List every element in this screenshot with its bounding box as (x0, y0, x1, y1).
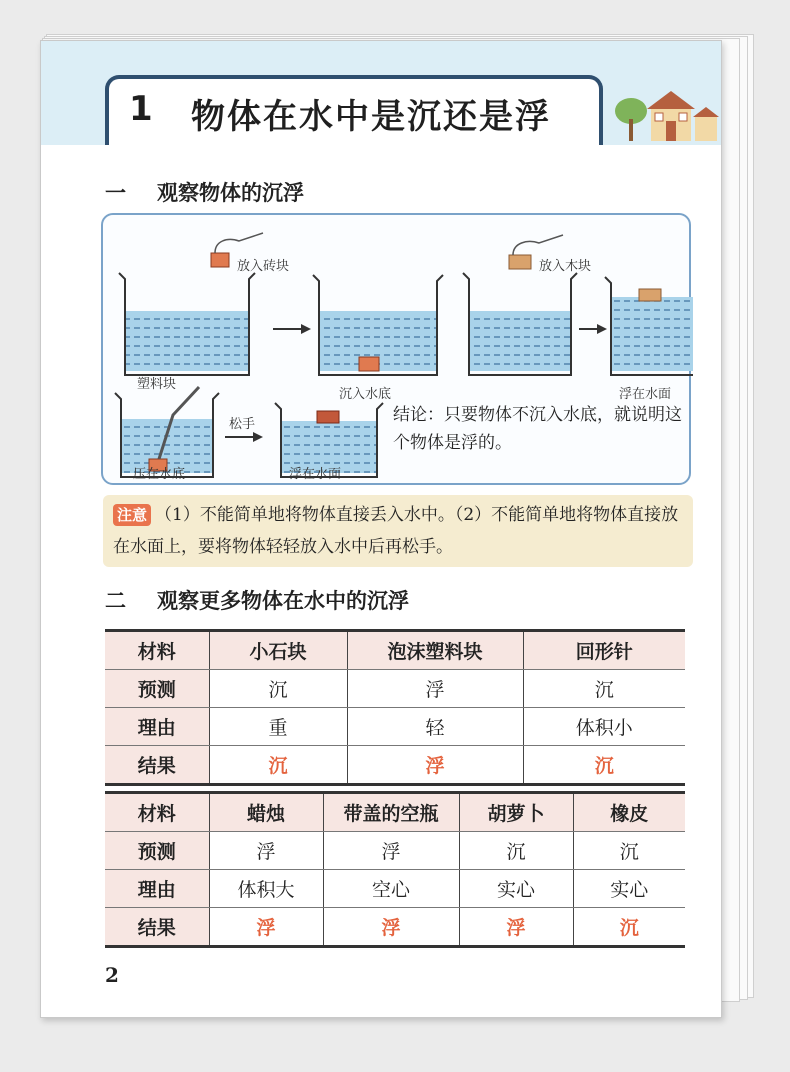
materials-table-1 (105, 629, 685, 786)
table-cell: 沉 (459, 832, 573, 870)
row-label: 材料 (105, 631, 209, 670)
section-2-text: 观察更多物体在水中的沉浮 (157, 589, 409, 613)
row-label: 结果 (105, 746, 209, 785)
table-cell: 实心 (573, 870, 685, 908)
label-release: 松手 (229, 417, 256, 432)
table-row (105, 870, 685, 908)
row-label: 理由 (105, 870, 209, 908)
result-cell: 沉 (523, 746, 685, 785)
notice-box (103, 495, 693, 567)
table-cell: 小石块 (209, 631, 347, 670)
table-row (105, 832, 685, 870)
table-cell: 实心 (459, 870, 573, 908)
row-label: 预测 (105, 832, 209, 870)
row-label: 理由 (105, 708, 209, 746)
wood-block-icon (509, 255, 531, 269)
hand-icon (215, 233, 263, 253)
table-row (105, 670, 685, 708)
beaker-sunk-brick (313, 275, 443, 375)
label-put-brick: 放入砖块 (237, 259, 290, 274)
table-cell: 重 (209, 708, 347, 746)
label-plastic: 塑料块 (137, 377, 177, 392)
materials-table-2 (105, 791, 685, 948)
section-2-number: 二 (105, 589, 126, 613)
label-sink-bottom: 沉入水底 (339, 387, 392, 402)
brick-icon (211, 253, 229, 267)
row-label: 材料 (105, 793, 209, 832)
table-cell: 带盖的空瓶 (323, 793, 459, 832)
label-float-top-2: 浮在水面 (289, 467, 342, 482)
brick-icon (359, 357, 379, 371)
table-cell: 浮 (323, 832, 459, 870)
section-1-number: 一 (105, 181, 126, 205)
label-press-bottom: 压在水底 (133, 467, 186, 482)
table-cell: 沉 (523, 670, 685, 708)
table-row (105, 908, 685, 947)
row-label: 结果 (105, 908, 209, 947)
label-put-wood: 放入木块 (539, 259, 592, 274)
table-row (105, 793, 685, 832)
table-cell: 沉 (209, 670, 347, 708)
table-cell: 沉 (573, 832, 685, 870)
textbook-page (40, 40, 722, 1018)
section-1-text: 观察物体的沉浮 (157, 181, 304, 205)
table-cell: 体积小 (523, 708, 685, 746)
conclusion-text: 结论：只要物体不沉入水底，就说明这个物体是浮的。 (393, 405, 682, 453)
table-cell: 浮 (347, 670, 523, 708)
table-cell: 泡沫塑料块 (347, 631, 523, 670)
notice-text: （1）不能简单地将物体直接丢入水中。（2）不能简单地将物体直接放在水面上，要将物体轻轻放入水中后再松手。 (113, 505, 679, 557)
table-cell: 空心 (323, 870, 459, 908)
observation-diagram (101, 213, 691, 485)
label-float-top: 浮在水面 (619, 387, 672, 402)
table-cell: 胡萝卜 (459, 793, 573, 832)
table-cell: 浮 (209, 832, 323, 870)
table-row (105, 746, 685, 785)
table-cell: 橡皮 (573, 793, 685, 832)
row-label: 预测 (105, 670, 209, 708)
notice-badge: 注意 (113, 504, 151, 526)
result-cell: 浮 (209, 908, 323, 947)
result-cell: 沉 (209, 746, 347, 785)
table-row (105, 631, 685, 670)
result-cell: 浮 (347, 746, 523, 785)
house-tree-illustration (611, 81, 721, 145)
lesson-number: 1 (129, 89, 153, 129)
hand-icon (513, 235, 563, 255)
house-icon (647, 91, 695, 109)
table-cell: 回形针 (523, 631, 685, 670)
plastic-block-icon (317, 411, 339, 423)
table-row (105, 708, 685, 746)
result-cell: 浮 (459, 908, 573, 947)
page-number: 2 (105, 963, 119, 987)
section-2-title (105, 585, 409, 615)
result-cell: 浮 (323, 908, 459, 947)
lesson-title: 物体在水中是沉还是浮 (191, 97, 551, 137)
beaker-floating-wood (605, 277, 693, 375)
table-cell: 轻 (347, 708, 523, 746)
result-cell: 沉 (573, 908, 685, 947)
section-1-title (105, 177, 304, 207)
wood-block-icon (639, 289, 661, 301)
table-cell: 蜡烛 (209, 793, 323, 832)
table-cell: 体积大 (209, 870, 323, 908)
